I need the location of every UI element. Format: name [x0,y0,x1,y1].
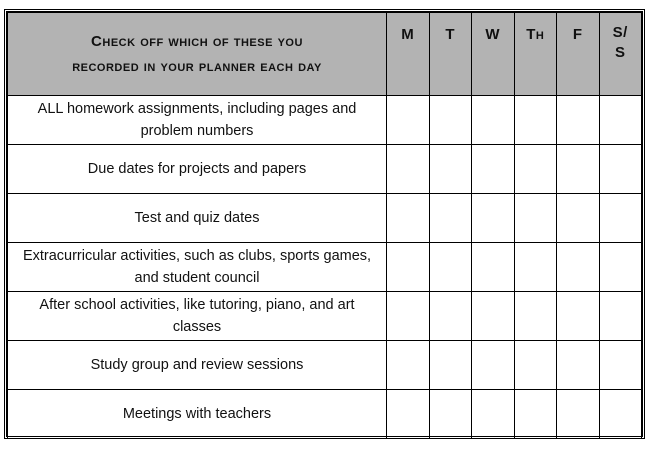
task-row [8,390,642,439]
checkbox-cell-wednesday[interactable] [472,341,515,390]
checkbox-cell-tuesday[interactable] [429,292,472,341]
task-label: Test and quiz dates [8,194,387,243]
checkbox-cell-thursday[interactable] [514,243,557,292]
day-header-friday: F [557,13,600,96]
header-title [8,13,387,96]
day-header-wednesday: W [472,13,515,96]
checkbox-cell-wednesday[interactable] [472,96,515,145]
planner-checklist-table [7,12,642,439]
task-row [8,341,642,390]
checkbox-cell-weekend[interactable] [599,341,642,390]
task-label: After school activities, like tutoring, piano, and art classes [8,292,387,341]
day-header-tuesday: T [429,13,472,96]
checkbox-cell-weekend[interactable] [599,243,642,292]
planner-checklist-frame [4,9,645,439]
checkbox-cell-friday[interactable] [557,292,600,341]
task-label: Study group and review sessions [8,341,387,390]
task-row [8,292,642,341]
checkbox-cell-monday[interactable] [387,341,430,390]
day-header-monday: M [387,13,430,96]
checkbox-cell-thursday[interactable] [514,194,557,243]
checkbox-cell-monday[interactable] [387,96,430,145]
checkbox-cell-tuesday[interactable] [429,145,472,194]
checkbox-cell-wednesday[interactable] [472,292,515,341]
checkbox-cell-wednesday[interactable] [472,194,515,243]
checkbox-cell-monday[interactable] [387,194,430,243]
task-label: ALL homework assignments, including pages and problem numbers [8,96,387,145]
checkbox-cell-friday[interactable] [557,341,600,390]
checkbox-cell-wednesday[interactable] [472,145,515,194]
task-row [8,194,642,243]
checkbox-cell-tuesday[interactable] [429,341,472,390]
checkbox-cell-weekend[interactable] [599,96,642,145]
checkbox-cell-wednesday[interactable] [472,390,515,439]
checkbox-cell-tuesday[interactable] [429,194,472,243]
checkbox-cell-thursday[interactable] [514,341,557,390]
header-title-line1: Check off which of these you [91,33,303,50]
checkbox-cell-thursday[interactable] [514,292,557,341]
task-label: Due dates for projects and papers [8,145,387,194]
checkbox-cell-tuesday[interactable] [429,96,472,145]
checkbox-cell-monday[interactable] [387,145,430,194]
checkbox-cell-thursday[interactable] [514,390,557,439]
checkbox-cell-monday[interactable] [387,292,430,341]
task-row [8,243,642,292]
checkbox-cell-weekend[interactable] [599,145,642,194]
task-row [8,96,642,145]
day-header-weekend: S/ S [599,13,642,96]
checkbox-cell-weekend[interactable] [599,194,642,243]
checkbox-cell-weekend[interactable] [599,292,642,341]
checkbox-cell-friday[interactable] [557,194,600,243]
task-row [8,145,642,194]
checkbox-cell-tuesday[interactable] [429,243,472,292]
checkbox-cell-monday[interactable] [387,390,430,439]
checkbox-cell-weekend[interactable] [599,390,642,439]
checkbox-cell-wednesday[interactable] [472,243,515,292]
checkbox-cell-friday[interactable] [557,145,600,194]
task-label: Extracurricular activities, such as clubs, sports games, and student council [8,243,387,292]
day-header-thursday: Th [514,13,557,96]
task-label: Meetings with teachers [8,390,387,439]
checkbox-cell-thursday[interactable] [514,145,557,194]
header-row [8,13,642,96]
checkbox-cell-friday[interactable] [557,390,600,439]
checkbox-cell-friday[interactable] [557,96,600,145]
checkbox-cell-friday[interactable] [557,243,600,292]
checkbox-cell-tuesday[interactable] [429,390,472,439]
header-title-line2: recorded in your planner each day [72,58,322,75]
checkbox-cell-thursday[interactable] [514,96,557,145]
checkbox-cell-monday[interactable] [387,243,430,292]
